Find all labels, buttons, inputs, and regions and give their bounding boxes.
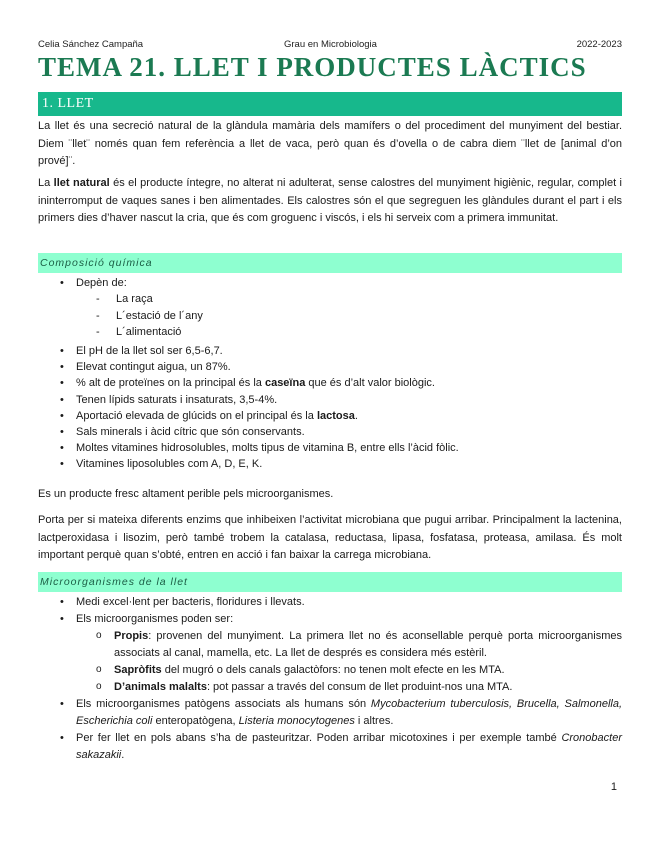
type-item bbox=[76, 662, 622, 679]
list-item bbox=[38, 611, 622, 696]
text-run: Aportació elevada de glúcids on el principal és la bbox=[76, 409, 317, 422]
sub-item: - La raça bbox=[38, 291, 622, 308]
text-run: : pot passar a través del consum de llet produint-nos una MTA. bbox=[206, 681, 513, 693]
list-item: • Moltes vitamines hidrosolubles, molts tipus de vitamina B, entre ells l’àcid fòlic. bbox=[38, 440, 622, 456]
species-listeria: Listeria monocytogenes bbox=[238, 715, 355, 727]
list-item bbox=[38, 696, 622, 730]
text-run: Els microorganismes poden ser: bbox=[76, 613, 234, 625]
term-saprofits: Sapròfits bbox=[114, 664, 162, 676]
term-propis: Propis bbox=[114, 630, 149, 642]
list-item bbox=[38, 730, 622, 764]
sub-item: - L´estació de l´any bbox=[38, 308, 622, 325]
text-run: Els microorganismes patògens associats als humans són bbox=[76, 698, 371, 710]
type-item bbox=[76, 628, 622, 662]
species-cronobacter: Cronobacter sakazakii bbox=[76, 732, 622, 761]
sub-item: - L´alimentació bbox=[38, 324, 622, 341]
llet-natural-paragraph bbox=[38, 175, 622, 228]
subheading-microorganismes: Microorganismes de la llet bbox=[38, 572, 622, 592]
species-names: Mycobacterium tuberculosis, Brucella, Salmonella, Escherichia coli bbox=[76, 698, 623, 727]
depen-sublist bbox=[38, 291, 622, 341]
microorganismes-list bbox=[38, 594, 622, 764]
page-number: 1 bbox=[610, 781, 617, 793]
list-item bbox=[38, 375, 622, 391]
header-year: 2022-2023 bbox=[576, 39, 622, 50]
text-run: del mugró o dels canals galactòfors: no tenen molt efecte en les MTA. bbox=[161, 664, 505, 676]
text-run: La bbox=[38, 177, 54, 189]
list-item bbox=[38, 408, 622, 424]
list-item: • Elevat contingut aigua, un 87%. bbox=[38, 359, 622, 375]
term-llet-natural: llet natural bbox=[53, 177, 110, 189]
list-item: • Tenen lípids saturats i insaturats, 3,5-4%. bbox=[38, 392, 622, 408]
text-run: % alt de proteïnes on la principal és la bbox=[76, 377, 265, 390]
text-run: . bbox=[354, 409, 358, 422]
text-run: enteropatògena, bbox=[152, 715, 239, 727]
text-run: : provenen del munyiment. La primera llet no és aconsellable perquè porta microorganismes associats al canal, mamella, etc. La llet de després es considera més estèril. bbox=[114, 630, 622, 659]
term-caseina: caseïna bbox=[264, 377, 306, 390]
composicio-depen-list bbox=[38, 275, 622, 291]
subheading-composicio: Composició química bbox=[38, 253, 622, 273]
text-run: Per fer llet en pols abans s’ha de pasteuritzar. Poden arribar micotoxines i per exemple també bbox=[76, 732, 562, 744]
composicio-list bbox=[38, 343, 622, 473]
microorganism-types bbox=[76, 628, 622, 696]
document-title: TEMA 21. LLET I PRODUCTES LÀCTICS bbox=[38, 52, 587, 82]
section-heading-llet: 1. LLET bbox=[38, 92, 622, 116]
term-lactosa: lactosa bbox=[316, 409, 355, 422]
enzymes-paragraph: Porta per si mateixa diferents enzims que inhibeixen l’activitat microbiana que pugui arribar. Principalment la lactenina, lactperoxidasa i lisozim, però també trobem la catalasa, reductasa, lipasa, fosfatasa, proteasa, amilasa. És molt important perquè quan s’obté, entren en acció i fan baixar la carrega microbiana. bbox=[38, 514, 622, 561]
intro-paragraph: La llet és una secreció natural de la glàndula mamària dels mamífers o del procediment del munyiment del bestiar. Diem ¨llet¨ només quan fem referència a llet de vaca, però quan és d’ovella o de cabra diem ¨llet de [animal d’on prové]¨. bbox=[38, 120, 622, 167]
header-author: Celia Sánchez Campaña bbox=[38, 39, 144, 50]
text-run: . bbox=[121, 749, 125, 761]
list-item: • El pH de la llet sol ser 6,5-6,7. bbox=[38, 343, 622, 359]
list-item: • Vitamines liposolubles com A, D, E, K. bbox=[38, 456, 622, 472]
type-item bbox=[76, 679, 622, 696]
list-item: • Sals minerals i àcid cítric que són conservants. bbox=[38, 424, 622, 440]
header-course: Grau en Microbiologia bbox=[284, 39, 377, 50]
text-run: i altres. bbox=[354, 715, 394, 727]
perishable-paragraph: Es un producte fresc altament perible pels microorganismes. bbox=[38, 488, 334, 500]
list-item: • Medi excel·lent per bacteris, floridures i llevats. bbox=[38, 594, 622, 611]
text-run: que és d’alt valor biològic. bbox=[305, 377, 435, 390]
term-animals-malalts: D’animals malalts bbox=[114, 681, 207, 693]
text-run: és el producte íntegre, no alterat ni adulterat, sense calostres del munyiment higiènic, regular, complet i ininterromput de vaques sanes i ben alimentades. Els calostres són el que segreguen les glàndules durant el part i els primers dies d’haver nascut la cria, que és com groguenc i viscós, i els hi serveix com a primera immunitat. bbox=[38, 177, 623, 224]
list-item: • Depèn de: bbox=[38, 275, 622, 291]
